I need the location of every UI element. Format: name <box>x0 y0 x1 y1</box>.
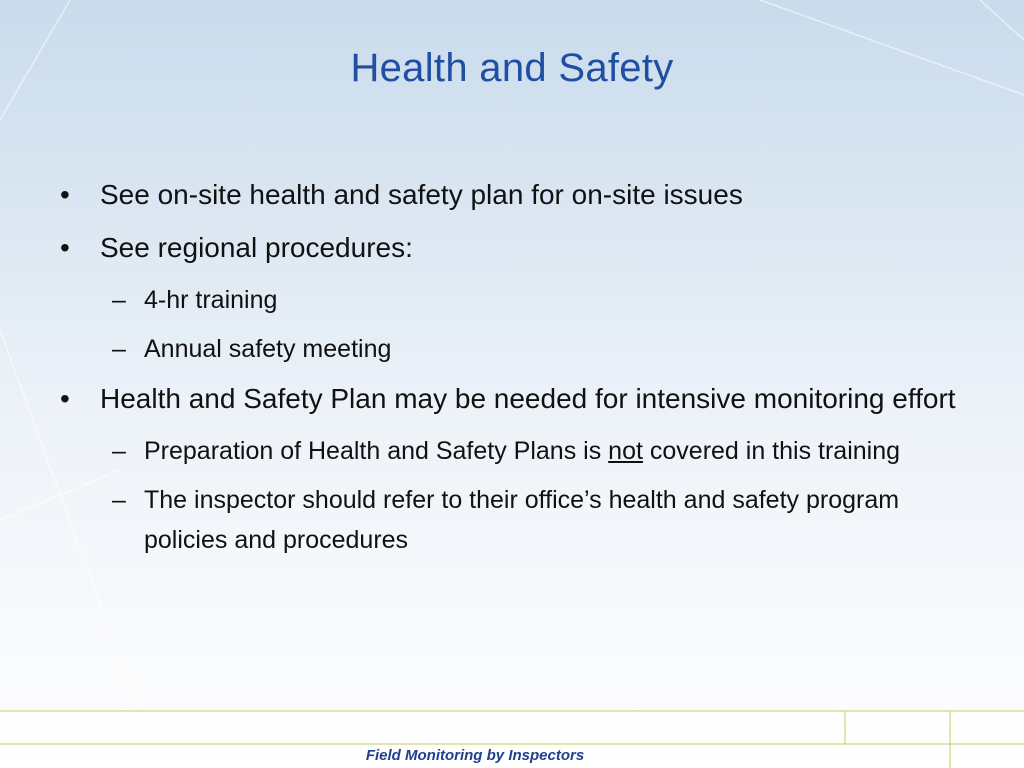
slide-body <box>56 174 956 569</box>
bullet-marker: • <box>60 232 70 263</box>
bullet-text: See on-site health and safety plan for on-site issues <box>100 179 743 210</box>
bullet-item <box>56 378 956 420</box>
sub-bullet-item <box>56 329 956 369</box>
bullet-marker: • <box>60 383 70 414</box>
slide-title: Health and Safety <box>350 46 674 90</box>
sub-bullet-marker: – <box>112 335 126 363</box>
sub-bullet-item <box>56 280 956 320</box>
underlined-word: not <box>608 437 643 465</box>
bullet-text: Health and Safety Plan may be needed for intensive monitoring effort <box>100 383 956 414</box>
bullet-item <box>56 227 956 269</box>
sub-bullet-marker: – <box>112 437 126 465</box>
sub-bullet-item <box>56 431 956 471</box>
sub-bullet-marker: – <box>112 486 126 514</box>
bullet-item <box>56 174 956 216</box>
sub-bullet-marker: – <box>112 286 126 314</box>
sub-bullet-text: 4-hr training <box>144 286 278 314</box>
sub-bullet-item <box>56 480 956 560</box>
footer-text: Field Monitoring by Inspectors <box>365 747 585 764</box>
sub-bullet-text: The inspector should refer to their office’s health and safety program policies and procedures <box>144 486 900 554</box>
bullet-marker: • <box>60 179 70 210</box>
sub-bullet-text: Annual safety meeting <box>144 335 392 363</box>
sub-bullet-text <box>144 437 900 465</box>
text-after: covered in this training <box>642 437 901 465</box>
text-before: Preparation of Health and Safety Plans is <box>144 437 609 465</box>
bullet-text: See regional procedures: <box>100 232 413 263</box>
